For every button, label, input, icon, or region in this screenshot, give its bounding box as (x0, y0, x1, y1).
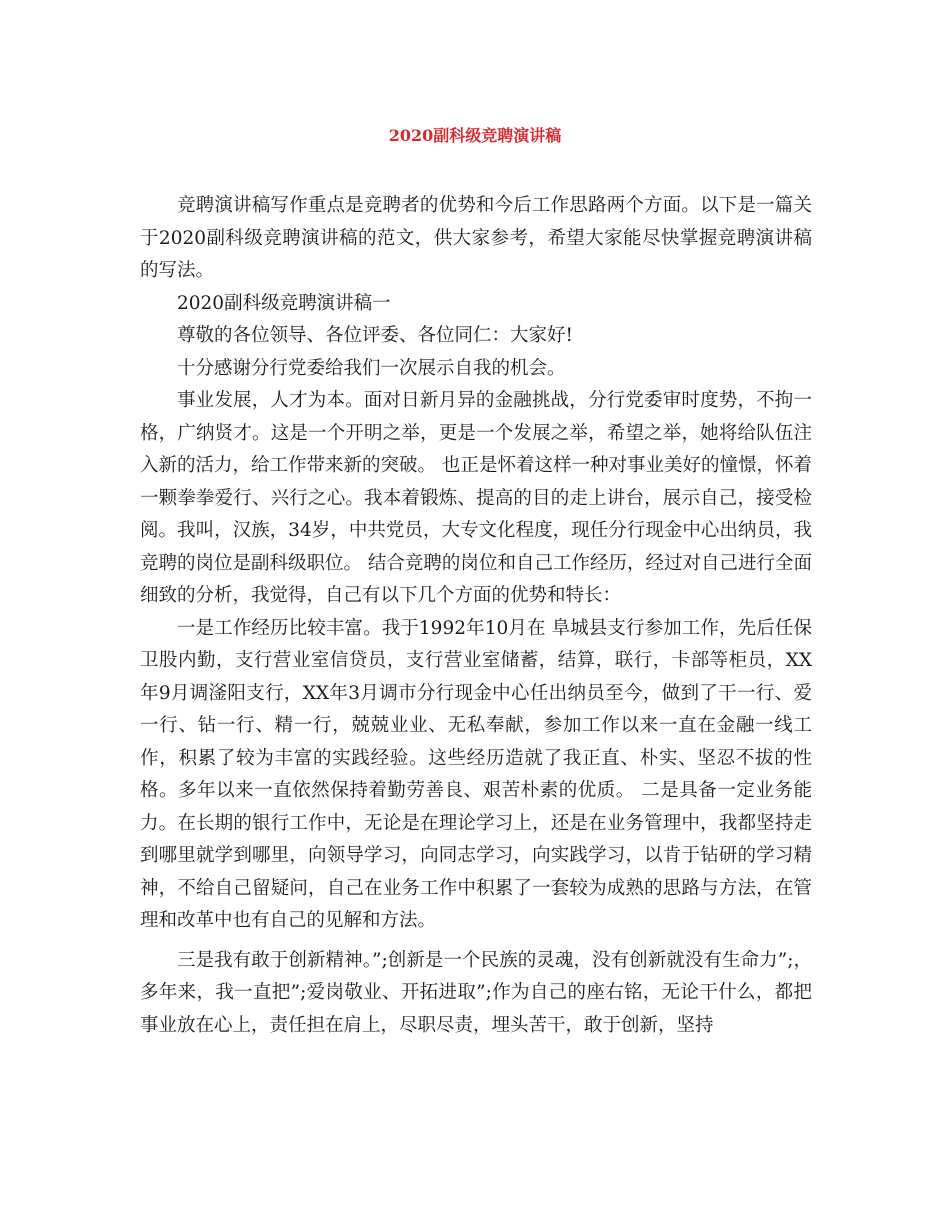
paragraph-greeting: 尊敬的各位领导、各位评委、各位同仁：大家好! (177, 325, 573, 346)
document-body (140, 190, 812, 1042)
paragraph-subtitle: 2020副科级竞聘演讲稿一 (177, 292, 391, 314)
document-title: 2020副科级竞聘演讲稿 (388, 126, 562, 145)
paragraph-development: 事业发展，人才为本。面对日新月异的金融挑战，分行党委审时度势，不拘一格，广纳贤才。这是一个开明之举，更是一个发展之举，希望之举，她将给队伍注入新的活力，给工作带来新的突破。 也正是怀着这样一种对事业美好的憧憬，怀着一颗拳拳爱行、兴行之心。我本着锻炼、提高的目的走上讲台，展示自己，接受检阅。我叫，汉族，34岁，中共党员，大专文化程度，现任分行现金中心出纳员，我竞聘的岗位是副科级职位。 结合竞聘的岗位和自己工作经历，经过对自己进行全面细致的分析，我觉得，自己有以下几个方面的优势和特长： (140, 390, 812, 606)
paragraph-innovation: 三是我有敢于创新精神。”;创新是一个民族的灵魂，没有创新就没有生命力”;，多年来，我一直把”;爱岗敬业、开拓进取”;作为自己的座右铭，无论干什么，都把事业放在心上，责任担在肩上，尽职尽责，埋头苦干，敢于创新，坚持 (140, 949, 812, 1036)
paragraph-thanks: 十分感谢分行党委给我们一次展示自我的机会。 (177, 357, 566, 379)
paragraph-intro: 竞聘演讲稿写作重点是竞聘者的优势和今后工作思路两个方面。以下是一篇关于2020副科级竞聘演讲稿的范文，供大家参考，希望大家能尽快掌握竞聘演讲稿的写法。 (140, 195, 812, 281)
paragraph-experience: 一是工作经历比较丰富。我于1992年10月在 阜城县支行参加工作，先后任保卫股内勤，支行营业室信贷员，支行营业室储蓄，结算，联行，卡部等柜员，XX年9月调滏阳支行，XX年3月调市分行现金中心任出纳员至今，做到了干一行、爱一行、钻一行、精一行，兢兢业业、无私奉献，参加工作以来一直在金融一线工作，积累了较为丰富的实践经验。这些经历造就了我正直、朴实、坚忍不拔的性格。多年以来一直依然保持着勤劳善良、艰苦朴素的优质。 二是具备一定业务能力。在长期的银行工作中，无论是在理论学习上，还是在业务管理中，我都坚持走到哪里就学到哪里，向领导学习，向同志学习，向实践学习，以肯于钻研的学习精神，不给自己留疑问，自己在业务工作中积累了一套较为成熟的思路与方法，在管理和改革中也有自己的见解和方法。 (140, 617, 812, 931)
